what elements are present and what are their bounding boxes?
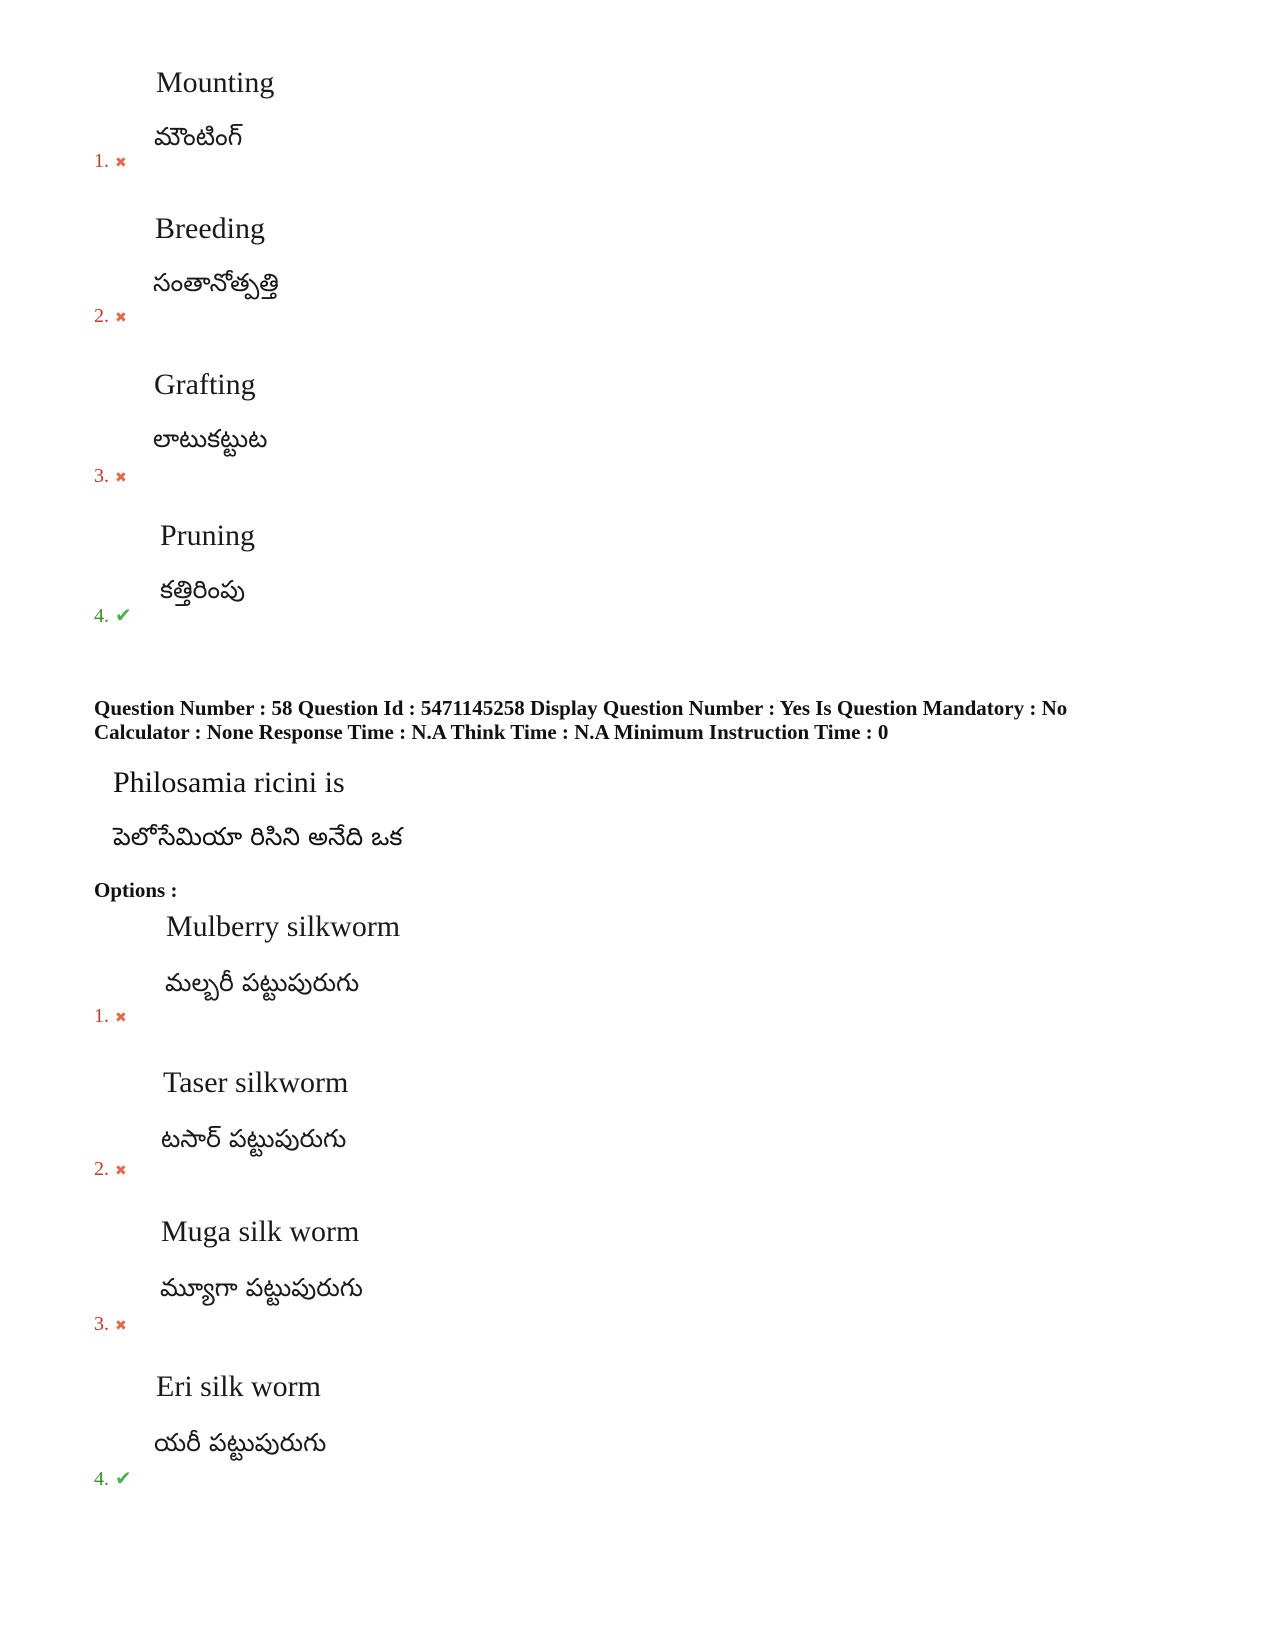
- option-number: [94, 150, 127, 173]
- option-text-te: మ్యూగా పట్టుపురుగు: [160, 1273, 363, 1302]
- option-text-en: Eri silk worm: [156, 1370, 321, 1403]
- option-number: [94, 1466, 132, 1491]
- option-text-en: Taser silkworm: [163, 1066, 349, 1099]
- option-number-label: 3.: [94, 1313, 109, 1335]
- option-number: [94, 1158, 127, 1181]
- question-text-en: Philosamia ricini is: [113, 766, 345, 799]
- check-icon: ✔: [115, 603, 132, 627]
- option-text-en: Muga silk worm: [161, 1215, 360, 1248]
- check-icon: ✔: [115, 1466, 132, 1490]
- option-number-label: 4.: [94, 605, 109, 627]
- option-number-label: 2.: [94, 1158, 109, 1180]
- cross-icon: ✖: [115, 1010, 127, 1026]
- option-number-label: 1.: [94, 150, 109, 172]
- option-number: [94, 603, 132, 628]
- option-number-label: 4.: [94, 1468, 109, 1490]
- option-text-te: యరీ పట్టుపురుగు: [154, 1428, 327, 1457]
- question-meta-line-2: Calculator : None Response Time : N.A Think Time : N.A Minimum Instruction Time : 0: [94, 720, 889, 744]
- option-text-te: సంతానోత్పత్తి: [153, 268, 279, 297]
- option-text-en: Mounting: [156, 66, 275, 99]
- option-number: [94, 1005, 127, 1028]
- option-text-te: కత్తిరింపు: [160, 575, 246, 604]
- option-number-label: 2.: [94, 305, 109, 327]
- cross-icon: ✖: [115, 1318, 127, 1334]
- option-text-te: మౌంటింగ్: [154, 122, 243, 151]
- option-number: [94, 1313, 127, 1336]
- option-number-label: 1.: [94, 1005, 109, 1027]
- option-number: [94, 305, 127, 328]
- options-label: Options :: [94, 878, 178, 902]
- cross-icon: ✖: [115, 1163, 127, 1179]
- option-text-en: Pruning: [160, 519, 256, 552]
- option-text-en: Grafting: [154, 368, 256, 401]
- cross-icon: ✖: [115, 310, 127, 326]
- cross-icon: ✖: [115, 155, 127, 171]
- option-number-label: 3.: [94, 465, 109, 487]
- question-meta-line-1: Question Number : 58 Question Id : 5471145258 Display Question Number : Yes Is Question Mandatory : No: [94, 696, 1068, 720]
- cross-icon: ✖: [115, 470, 127, 486]
- option-text-te: టసార్ పట్టుపురుగు: [161, 1124, 347, 1153]
- option-text-en: Mulberry silkworm: [166, 910, 401, 943]
- option-text-te: లాటుకట్టుట: [153, 424, 268, 453]
- option-text-te: మల్బరీ పట్టుపురుగు: [165, 968, 360, 997]
- option-number: [94, 465, 127, 488]
- option-text-en: Breeding: [155, 212, 265, 245]
- question-text-te: పెలోసేమియా రిసిని అనేది ఒక: [113, 822, 403, 851]
